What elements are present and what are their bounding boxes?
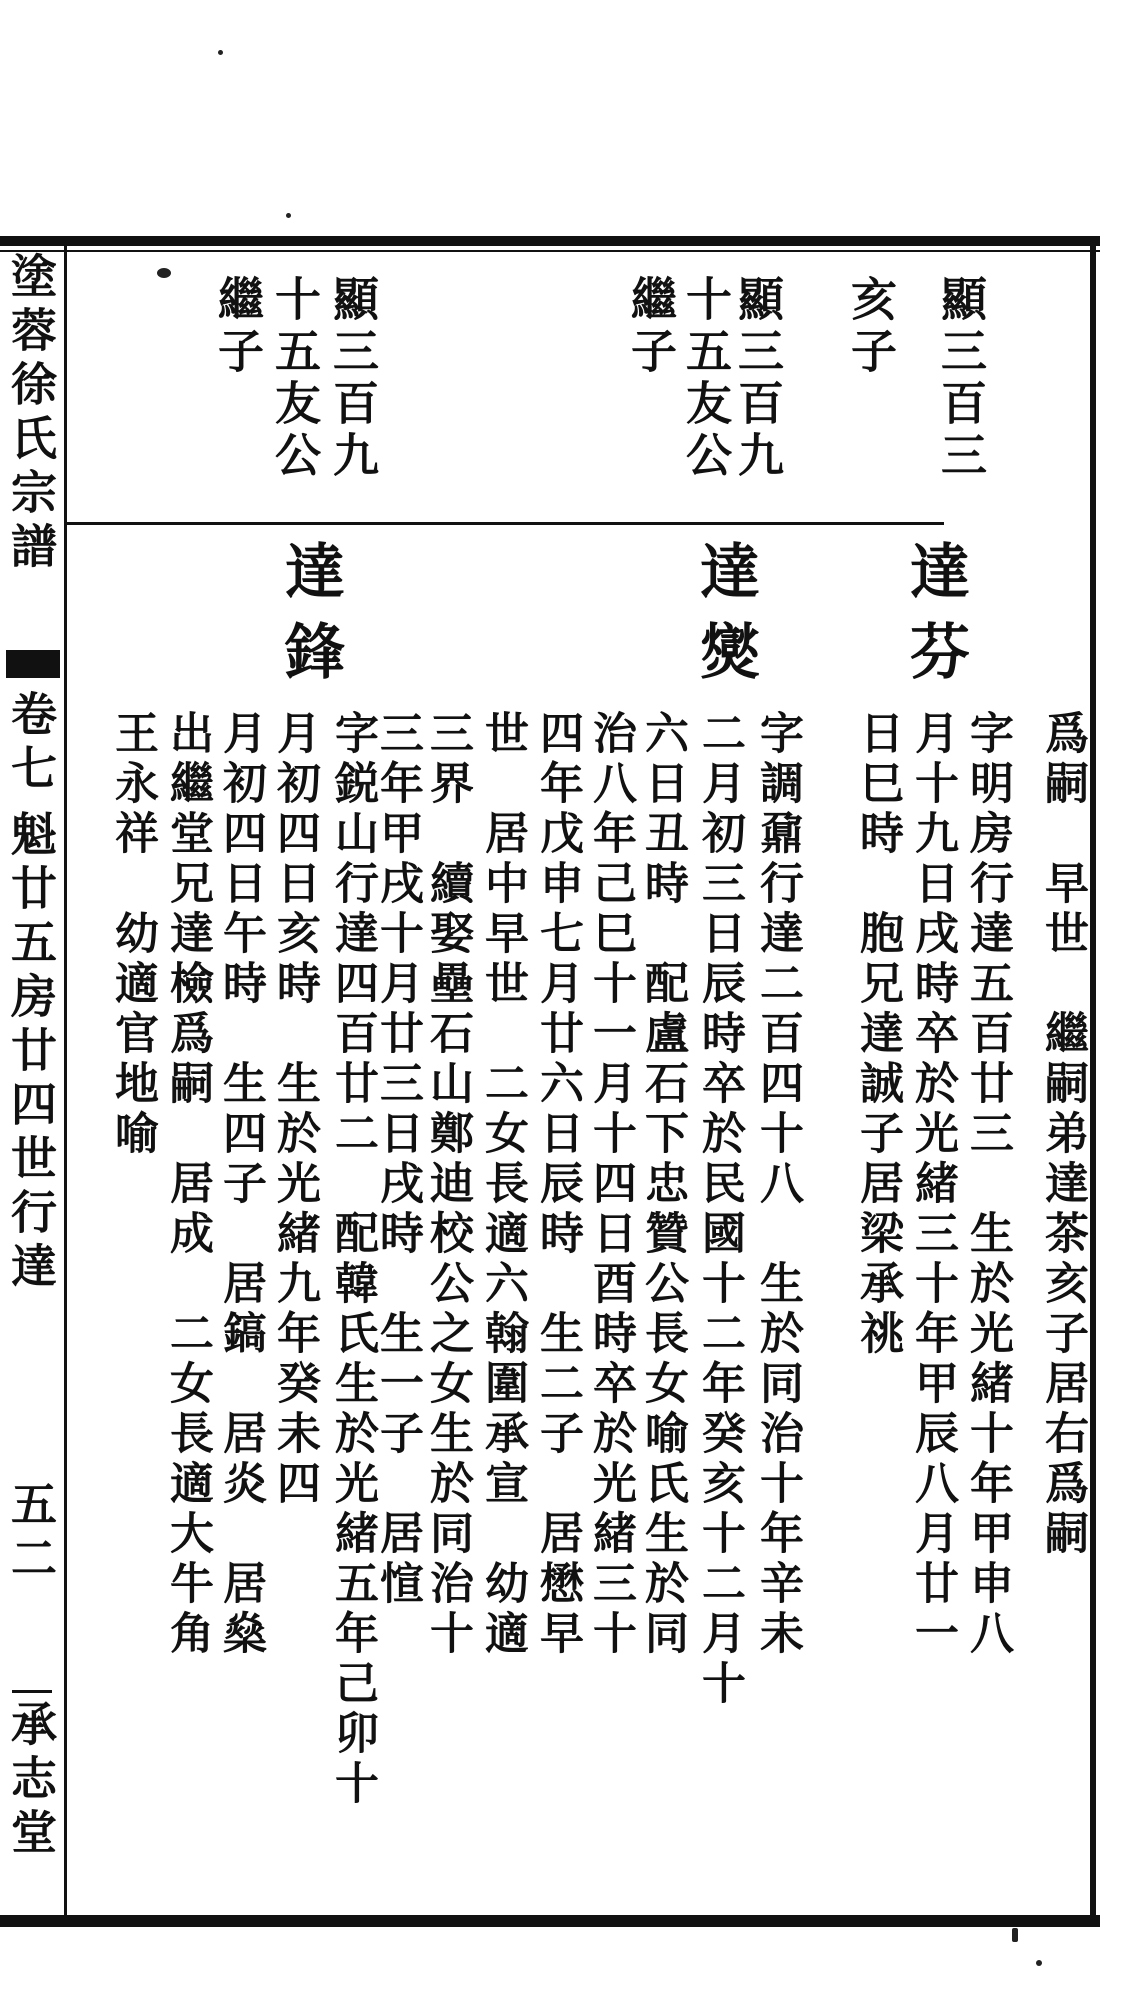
upper-col-3: 顯三百九 bbox=[731, 275, 785, 483]
upper-col-8: 繼子 bbox=[211, 275, 265, 379]
margin-short-rule bbox=[12, 1690, 52, 1693]
bio-col-3: 月十九日戌時卒於光緒三十年甲辰八月廿一 bbox=[907, 710, 958, 1660]
bio-col-4: 日巳時 胞兄達誠子居梁承祧 bbox=[852, 710, 903, 1360]
upper-col-1-head: 顯三百三 bbox=[934, 275, 988, 483]
bio-col-7: 六日丑時 配盧石下忠贊公長女喻氏生於同 bbox=[637, 710, 688, 1660]
bio-col-5: 字調鼐行達二百四十八 生於同治十年辛未 bbox=[752, 710, 803, 1660]
margin-page: 五二 bbox=[4, 1480, 58, 1588]
upper-col-4: 十五友公 bbox=[679, 275, 733, 483]
margin-title: 塗蓉徐氏宗譜 bbox=[4, 252, 58, 576]
margin-hall: 承志堂 bbox=[4, 1700, 58, 1862]
ink-speck bbox=[286, 213, 291, 218]
bio-col-2: 字明房行達五百廿三 生於光緒十年甲申八 bbox=[962, 710, 1013, 1660]
bio-col-13: 字鋭山行達四百廿二 配韓氏生於光緒五年己卯十 bbox=[327, 710, 378, 1810]
person-name-dafen: 達芬 bbox=[900, 540, 970, 700]
frame-top-inner-rule bbox=[0, 250, 1100, 252]
frame-top-rule bbox=[0, 236, 1100, 246]
upper-col-6: 顯三百九 bbox=[326, 275, 380, 483]
bio-col-9: 四年戊申七月廿六日辰時 生二子 居懋早 bbox=[532, 710, 583, 1660]
person-name-daxie: 達爕 bbox=[690, 540, 760, 700]
ink-speck bbox=[1036, 1960, 1042, 1966]
frame-right-rule bbox=[1090, 236, 1096, 1926]
upper-col-7: 十五友公 bbox=[268, 275, 322, 483]
upper-col-5: 繼子 bbox=[624, 275, 678, 379]
person-name-dafeng: 達鋒 bbox=[275, 540, 345, 700]
upper-section-rule bbox=[64, 522, 944, 525]
bio-col-16: 出繼堂兄達檢爲嗣 居成 二女長適大牛角 bbox=[162, 710, 213, 1660]
bio-col-14: 月初四日亥時 生於光緒九年癸未四 bbox=[269, 710, 320, 1510]
bio-col-15: 月初四日午時 生四子 居鎬 居炎 居燊 bbox=[215, 710, 266, 1660]
ink-speck bbox=[218, 50, 223, 55]
ink-speck bbox=[157, 268, 171, 278]
margin-fishtail bbox=[6, 650, 60, 678]
margin-section: 魁廿五房廿四世行達 bbox=[4, 810, 58, 1296]
bio-col-6: 二月初三日辰時卒於民國十二年癸亥十二月十 bbox=[694, 710, 745, 1710]
ink-speck bbox=[1012, 1928, 1018, 1942]
upper-col-2: 亥子 bbox=[844, 275, 898, 379]
bio-col-12: 三年甲戌十月廿三日戌時 生一子 居愃 bbox=[372, 710, 423, 1610]
margin-divider-rule bbox=[64, 236, 67, 1926]
bio-col-8: 治八年己巳十一月十四日酉時卒於光緒三十 bbox=[585, 710, 636, 1660]
bio-col-1: 爲嗣 早世 繼嗣弟達茶亥子居右爲嗣 bbox=[1037, 710, 1088, 1560]
frame-bottom-rule bbox=[0, 1915, 1100, 1927]
bio-col-17: 王永祥 幼適官地喻 bbox=[107, 710, 158, 1160]
margin-volume: 卷七 bbox=[4, 690, 58, 798]
bio-col-10: 世 居中早世 二女長適六翰圍承宣 幼適 bbox=[477, 710, 528, 1660]
bio-col-11: 三界 續娶壘石山鄭迪校公之女生於同治十 bbox=[422, 710, 473, 1660]
